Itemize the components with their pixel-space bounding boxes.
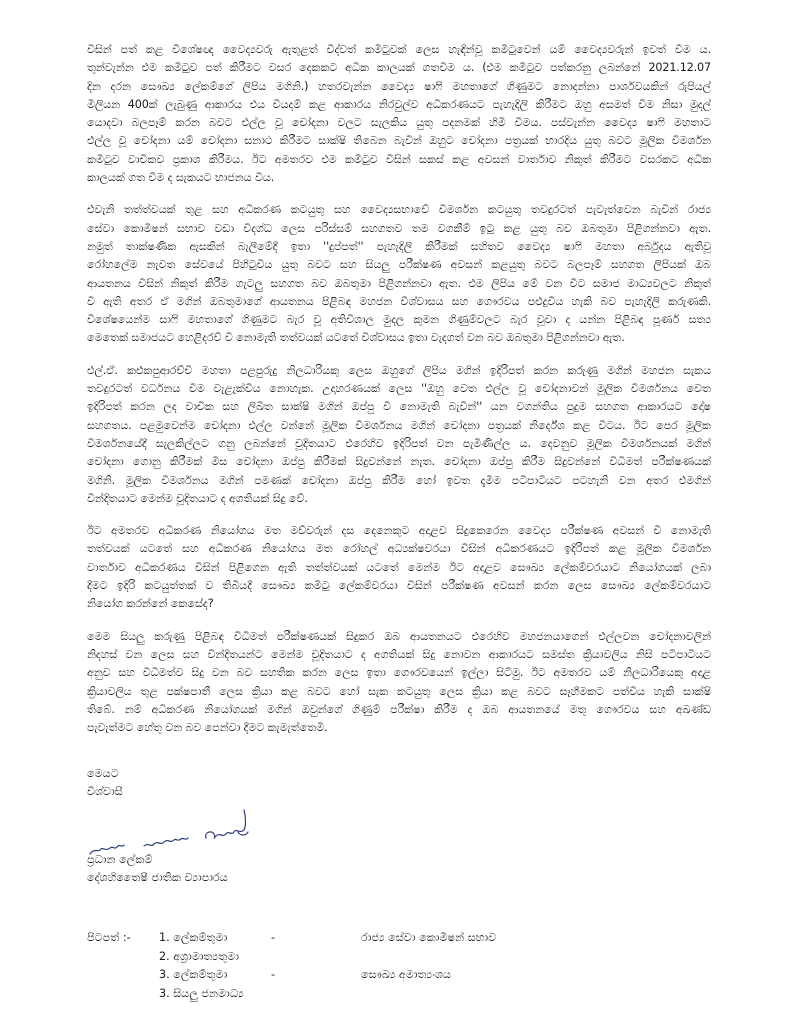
paragraph-line: විසින් පත් කළ විශේෂඥ වෛද්‍යවරු ඇතුළත් විද්වත් කමිටුවක් ලෙස හැඳින්වූ කමිටුවෙන් යම් වෛද්‍යවරුන් ඉවත් වීම ය.: [87, 43, 711, 56]
paragraph-line: විශේෂයෙන්ම සාෆි මහතාගේ ගිණුමට බැර වූ අතිවිශාල මුදල කුමන ගිණුම්වලට බැර වූවා ද යන්න පිළිබඳ පූර්ණ සත්‍ය: [87, 313, 711, 327]
copy-recipient-row: [159, 948, 271, 967]
paragraph-line: තිබේ. නම් අධිකරණ නියෝගයක් මගින් ඔවුන්ගේ ගිණුම් පරීක්ෂා කිරීම ද ඔබ ආයතනයේ මතු ගෞරවය සහ අඛණ්ඩ: [87, 702, 711, 716]
copy-number: 3.: [159, 986, 170, 1000]
paragraph-line: නිදහස් වන ලෙස සහ වින්දිතයන්ට මෙන්ම චූදිතයාට ද අගතියක් සිදු නොවන ආකාරයට සමස්ත ක්‍රියාවලිය නිසි පටිපාටියට: [87, 647, 711, 661]
paragraph-line: තුන්වැන්න එම කමිටුව පත් කිරීමට වසර දෙකකට අධික කාලයක් ගතවීම ය. (එම කමිටුව පත්කරනු ලබන්නේ 2021.12.07: [87, 61, 711, 75]
paragraph-line: දීමට ඉදිරි කටයුත්තක් ව තිබියදී සෞඛ්‍ය කමිටු ලේකම්වරයා විසින් පරීක්ෂණ අවසන් කරන ලෙස සෞඛ්‍ය ලේකම්වරයාට: [87, 579, 711, 593]
paragraph-line: චෝදනා ගොනු කිරීමක් මිස චෝදනා ඔප්පු කිරීමක් සිදුවන්නේ නැත. චෝදනා ඔප්පු කිරීම සිදුවන්නේ විධිමත් පරීක්ෂණයක්: [87, 455, 711, 469]
paragraph-line: මගිනි. මූලික විමර්ශනය මගින් පමණක් චෝදනා ඔප්පු කිරීම හෝ ඉවත දැමීම පටිපාටියට පටහැනි වන අතර එමගින්: [87, 473, 711, 487]
copy-dash: -: [271, 931, 276, 944]
paragraph: [87, 201, 711, 347]
letter-body: [87, 41, 711, 751]
copy-recipient: [159, 966, 271, 985]
paragraph-line: වී ඇති අතර ඒ මගින් ඔබතුමාගේ ආයතනය පිළිබඳ මහජන විශ්වාසය සහ ගෞරවය පළුදුවිය හැකි බව පැහැදිලි කරුණකි.: [87, 294, 711, 308]
paragraph-line: යොදවා බලපෑම් කරන බවට එල්ල වූ චෝදනා වලට සැලකිය යුතු පදනමක් හිමි වීමය. පස්වැන්න වෛද්‍ය ෂාෆි මහතාට: [87, 116, 711, 130]
copy-recipient-name: ලේකම්තුමා: [173, 968, 228, 981]
paragraph: [87, 522, 711, 613]
paragraph-line: රෝහලේම නැවත සේවයේ පිහිටුවිය යුතු බවට සහ සියලු පරීක්ෂණ අවසන් කළයුතු බවට බලපෑම් සහගත ලිපියක් ඔබ: [87, 258, 711, 272]
paragraph-line: විමර්ශනයේදී සැලකිල්ලට ගනු ලබන්නේ චූදිතයාට එරෙහිව ඉදිරිපත් වන පැමිණිල්ල ය. දෙවනුව මූලික විමර්ශනයක් මගින්: [87, 436, 711, 450]
copies-label: පිටපත් :-: [87, 931, 131, 944]
paragraph-line: සහගතය. පළමුවෙන්ම චෝදනා එල්ල වන්නේ මූලික විමර්ශනය මගින් චෝදනා පත්‍රයක් නිර්දේශ කළ විටය. ඊට පෙර මූලික: [87, 418, 711, 432]
paragraph-line: මෙතෙක් සමාජයට හෙළිදරව් වී නොමැති තත්වයක් යටතේ විශ්වාසය ඉතා වැදගත් වන බව ඔබතුමා පිළිගන්නවා ඇත.: [87, 331, 625, 345]
paragraph-line: ආයතනය විසින් නිකුත් කිරීම ගැටලු සහගත බව ඔබතුමා පිළිගන්නවා ඇත. එම ලිපිය මේ වන විට සමාජ මාධ්‍යවලට නිකුත්: [87, 276, 711, 290]
paragraph-line: නමුත් තාක්ෂණික ඇසකින් බැලීමේදී ඉතා ''දුප්පත්'' පැහැදිලි කිරීමක් සහිතව වෛද්‍ය ෂාෆි මහතා අර්බුදය ඇතිවූ: [87, 239, 711, 253]
paragraph-line: කාලයක් ගත වීම ද සැකයට භාජනය විය.: [87, 171, 275, 185]
closing-block: [87, 765, 123, 801]
paragraph: [87, 362, 711, 508]
copy-recipient-row: [159, 929, 496, 948]
paragraph-line: තත්වයක් යටතේ සහ අධිකරණ නියෝගය මත රෝහල් අධ්‍යක්ෂවරයා විසින් අධිකරණයට ඉදිරිපත් කළ මූලික විමර්ශන: [87, 542, 711, 556]
copy-number: 3.: [159, 968, 170, 981]
signer-title: ප්‍රධාන ලේකම්: [87, 853, 153, 866]
copy-recipient: [159, 985, 271, 1004]
paragraph-line: වින්දිතයාට මෙන්ම චූදිතයාට ද අගතියක් සිදු වේ.: [87, 491, 308, 505]
copy-recipient-name: අග්‍රාමාත්‍යතුමා: [173, 949, 239, 963]
copy-recipient-name: සියලු ජනමාධ්‍ය: [173, 986, 244, 1000]
closing-salutation: මෙයට: [87, 767, 119, 780]
copy-recipient-row: [159, 985, 271, 1004]
paragraph-line: වාර්තාව අධිකරණය විසින් පිළිගෙන ඇති තත්ත්වයක් යටතේ මෙන්ම ඊට අදාළව සෞඛ්‍ය ලේකම්වරයාට නියෝගයක් ලබා: [87, 560, 711, 574]
paragraph-line: පැවැත්මට හේතු වන බව පෙන්වා දීමට කැමැත්තෙමි.: [87, 721, 328, 735]
paragraph-line: එල්.ඒ. කළුකපුආරච්චි මහතා පළපුරුදු නිලධාරියකු ලෙස ඔහුගේ ලිපිය මගින් ඉදිරිපත් කරන කරුණු මගින් මහජන සැකය: [87, 363, 711, 377]
paragraph-line: නියෝග කරන්නේ කෙසේද?: [87, 597, 214, 611]
paragraph-line: කමිටුව වාචිකව ප්‍රකාශ කිරීමය. ඊට අමතරව එම කමිටුව විසින් සකස් කළ අවසන් වාර්තාව නිකුත් කිරීමට වසරකට අධික: [87, 152, 711, 166]
paragraph-line: සේවා කොමිෂන් සභාව වඩා විදග්ධ ලෙස පරිස්සම් සහගතව තම වගකීම් ඉටු කළ යුතු බව ඔබතුමා පිළිගන්නවා ඇත.: [87, 221, 711, 235]
copy-number: 2.: [159, 949, 170, 963]
signer-block: [87, 851, 228, 887]
copy-recipient-name: ලේකම්තුමා: [173, 931, 228, 944]
copy-recipient: [159, 929, 271, 948]
closing-faithfully: විශ්වාසී: [87, 785, 123, 798]
copy-number: 1.: [159, 931, 170, 944]
paragraph-line: මිලියන 400ක් ලැබුණු ආකාරය එය වියදම් කළ ආකාරය නිරවුල්ව අධිකරණයට පැහැදිලි කිරීමට ඔහු අසමත් වීම නිසා මුදල්: [87, 97, 711, 111]
paragraph-line: ක්‍රියාවලිය තුළ පක්ෂපාතී ලෙස ක්‍රියා කළ බවට හෝ සැක කටයුතු ලෙස ක්‍රියා කළ බවට සෑහීමකට පත්විය හැකි සාක්ෂි: [87, 684, 711, 698]
paragraph-line: ඉදිරිපත් කරන ලද වාචික සහ ලිඛිත සාක්ෂි මගින් ඔප්පු වී නොමැති බැවින්'' යන වගන්තිය පුදුම සහගත ආකාරයට දෝෂ: [87, 400, 711, 414]
copy-dash: -: [271, 968, 276, 981]
paragraph-line: එවැනි තත්ත්වයක් තුළ සහ අධිකරණ කටයුතු සහ වෛද්‍යසභාවේ විමර්ශන කටයුතු තවදුරටත් පැවැත්වෙන බැවින් රාජ්‍ය: [87, 203, 711, 217]
paragraph-line: දින දරන සෞඛ්‍ය ලේකම්ගේ ලිපිය මගිනි.) හතරවැන්න වෛද්‍ය ෂාෆි මහතාගේ ගිණුමට නොදන්නා පාර්ශවයකින් රුපියල්: [87, 79, 711, 93]
paragraph-line: ඊට අමතරව අධිකරණ නියෝගය මත මව්වරුන් දස දෙනෙකුට අදාළව සිදුකෙරෙන වෛද්‍ය පරීක්ෂණ අවසන් වී නොමැති: [87, 524, 711, 538]
signer-organization: දේශහිතෛෂී ජාතික ව්‍යාපාරය: [87, 871, 228, 884]
paragraph: [87, 41, 711, 187]
paragraph: [87, 628, 711, 738]
paragraph-line: එල්ල වූ චෝදනා යම් චෝදනා සනාථ කිරීමට සාක්ෂි තිබෙන බැවින් ඔහුට චෝදනා පත්‍රයක් භාරදිය යුතු බවට මූලික විමර්ශන: [87, 134, 711, 148]
copy-recipient: [159, 948, 271, 967]
paragraph-line: තවදුරටත් වර්ධනය වීම වැළැක්විය නොහැක. උදාහරණයක් ලෙස ''ඔහු වෙත එල්ල වූ චෝදනාවන් මූලික විමර්ශනය වෙත: [87, 382, 711, 396]
copy-institution: සෞඛ්‍ය අමාත්‍යංශය: [361, 968, 452, 981]
paragraph-line: අනුව සහ විධිමත්ව සිදු වන බව සහතික කරන ලෙස ඉතා ගෞරවයෙන් ඉල්ලා සිටිමු. ඊට අමතරව යම් නිලධාරියෙකු අදාළ: [87, 666, 711, 680]
paragraph-line: මෙම සියලු කරුණු පිළිබඳ විධිමත් පරීක්ෂණයක් සිදුකර ඔබ ආයතනයට එරෙහිව මහජනයාගෙන් එල්ලවන චෝදනාවලින්: [87, 629, 711, 643]
copy-recipient-row: [159, 966, 451, 985]
copy-institution: රාජ්‍ය සේවා කොමිෂන් සභාව: [361, 931, 497, 944]
